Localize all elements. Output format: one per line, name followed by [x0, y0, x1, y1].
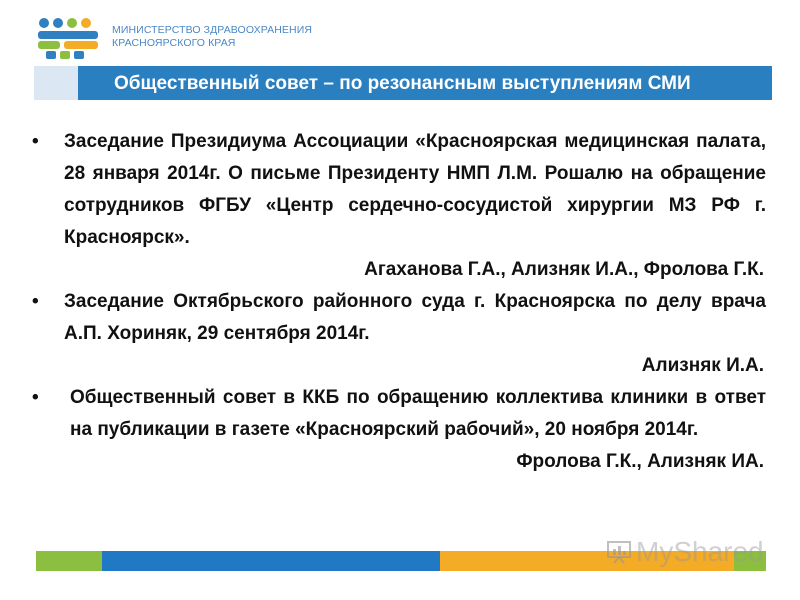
watermark-text: MyShared [636, 536, 764, 567]
ministry-logo-icon [36, 16, 100, 60]
organization-name [112, 24, 312, 50]
list-item [30, 382, 766, 478]
list-item [30, 126, 766, 286]
bullet: • [32, 387, 39, 408]
item-authors: Фролова Г.К., Ализняк ИА. [516, 451, 764, 472]
title-bar [34, 66, 772, 100]
watermark [606, 536, 764, 568]
org-line-2: КРАСНОЯРСКОГО КРАЯ [112, 37, 236, 49]
item-text: Заседание Президиума Ассоциации «Красноярская медицинская палата, 28 января 2014г. О письме Президенту НМП Л.М. Рошалю на обращение сотрудников ФГБУ «Центр сердечно-сосудистой хирургии МЗ РФ г. Красноярск». [64, 131, 766, 248]
item-text: Заседание Октябрьского районного суда г. Красноярска по делу врача А.П. Хориняк, 29 сентября 2014г. [64, 291, 766, 344]
item-text: Общественный совет в ККБ по обращению коллектива клиники в ответ на публикации в газете «Красноярский рабочий», 20 ноября 2014г. [70, 387, 766, 440]
footer-segment-blue [102, 551, 440, 571]
item-authors: Агаханова Г.А., Ализняк И.А., Фролова Г.К. [364, 259, 764, 280]
title-bar-accent [34, 66, 78, 100]
org-line-1: МИНИСТЕРСТВО ЗДРАВООХРАНЕНИЯ [112, 24, 313, 36]
footer-segment-green [36, 551, 102, 571]
bullet: • [32, 131, 39, 152]
content-list [30, 126, 766, 478]
item-authors: Ализняк И.А. [641, 355, 764, 376]
bullet: • [32, 291, 39, 312]
list-item [30, 286, 766, 382]
page-title: Общественный совет – по резонансным выступлениям СМИ [114, 73, 691, 94]
presentation-icon [606, 540, 632, 564]
